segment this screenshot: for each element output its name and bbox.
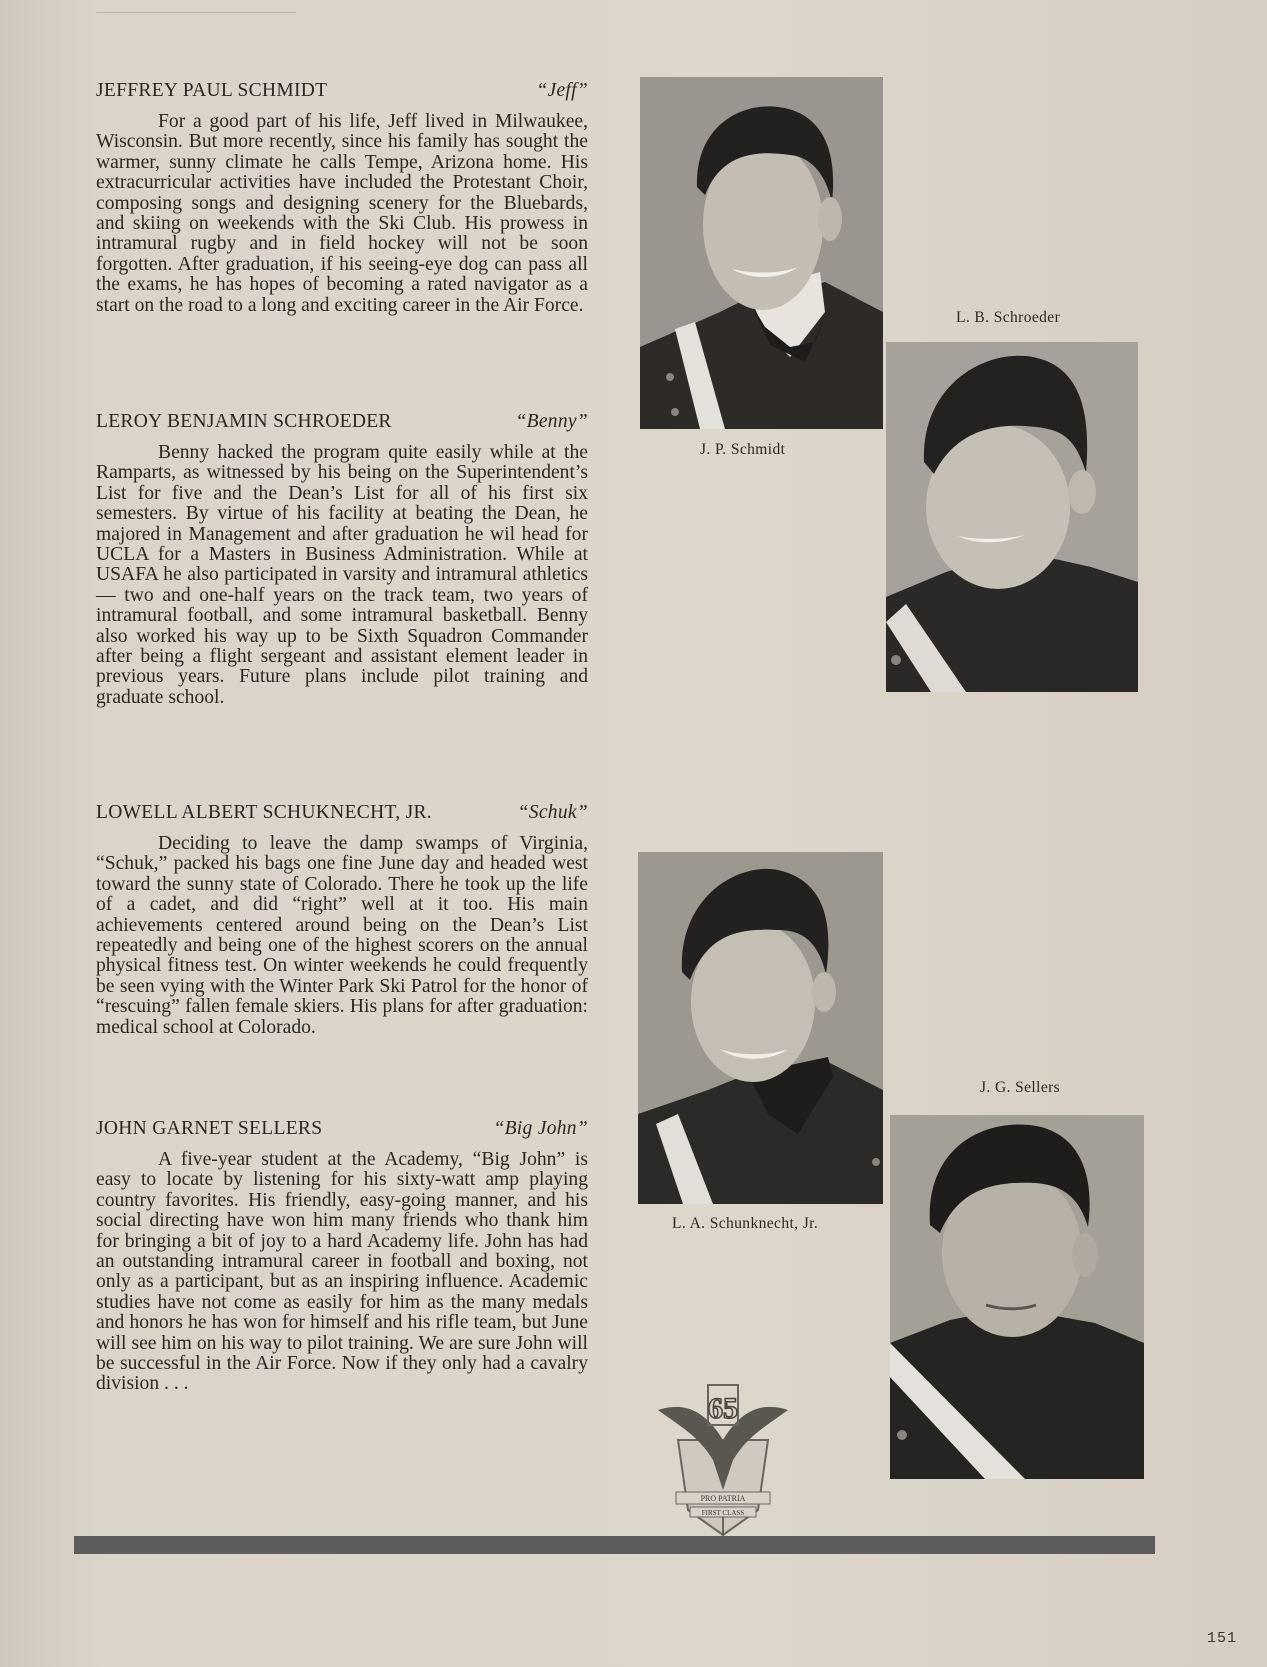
cadet-bio: For a good part of his life, Jeff lived in Milwaukee, Wisconsin. But more recently, since his family has sought the warmer, sunny climate he calls Tempe, Arizona home. His extracurricular activities have included the Protestant Choir, composing songs and designing scenery for the Bluebards, and skiing on weekends with the Ski Club. His prowess in intramural rugby and in field hockey will not be soon forgotten. After graduation, if his seeing-eye dog can pass all the exams, he has hopes of becoming a rated navigator as a start on the road to a long and exciting career in the Air Force. bbox=[96, 111, 588, 316]
cadet-name: LEROY BENJAMIN SCHROEDER bbox=[96, 411, 392, 432]
entry-sellers bbox=[96, 1118, 588, 1395]
entry-schmidt bbox=[96, 80, 588, 316]
top-rule bbox=[96, 12, 296, 13]
portrait-schmidt bbox=[640, 77, 883, 429]
caption-schuknecht: L. A. Schunknecht, Jr. bbox=[672, 1215, 819, 1232]
portrait-figure bbox=[890, 1115, 1144, 1479]
cadet-nickname: “Jeff” bbox=[536, 80, 588, 101]
portrait-schroeder bbox=[886, 342, 1138, 692]
cadet-name: JOHN GARNET SELLERS bbox=[96, 1118, 323, 1139]
entry-heading bbox=[96, 80, 588, 106]
cadet-nickname: “Schuk” bbox=[517, 802, 588, 823]
cadet-nickname: “Big John” bbox=[493, 1118, 588, 1139]
eagle-crest-icon bbox=[648, 1380, 798, 1540]
portrait-figure bbox=[640, 77, 883, 429]
entry-heading bbox=[96, 411, 588, 437]
bottom-rule bbox=[74, 1536, 1155, 1554]
crest-year: 65 bbox=[708, 1392, 738, 1425]
cadet-bio: Deciding to leave the damp swamps of Virginia, “Schuk,” packed his bags one fine June day and headed west toward the sunny state of Colorado. There he took up the life of a cadet, and did “right” well at it too. His main achievements centered around being on the Dean’s List repeatedly and being one of the highest scorers on the annual physical fitness test. On winter weekends he could frequently be seen vying with the Winter Park Ski Patrol for the honor of “rescuing” fallen female skiers. His plans for after graduation: medical school at Colorado. bbox=[96, 833, 588, 1038]
entry-heading bbox=[96, 1118, 588, 1144]
crest-label: FIRST CLASS bbox=[701, 1509, 745, 1517]
entry-schuknecht bbox=[96, 802, 588, 1038]
portrait-figure bbox=[638, 852, 883, 1204]
portrait-figure bbox=[886, 342, 1138, 692]
caption-schmidt: J. P. Schmidt bbox=[700, 441, 786, 458]
class-crest bbox=[648, 1380, 798, 1540]
crest-motto: PRO PATRIA bbox=[700, 1494, 746, 1503]
cadet-name: LOWELL ALBERT SCHUKNECHT, JR. bbox=[96, 802, 432, 823]
portrait-sellers bbox=[890, 1115, 1144, 1479]
cadet-bio: A five-year student at the Academy, “Big John” is easy to locate by listening for his sixty-watt amp playing country favorites. His friendly, easy-going manner, and his social directing have won him many friends who thank him for bringing a bit of joy to a hard Academy life. John has had an outstanding intramural career in football and boxing, not only as a participant, but as an inspiring influence. Academic studies have not come as easily for him as the many medals and honors he has won for himself and his rifle team, but June will see him on his way to pilot training. We are sure John will be successful in the Air Force. Now if they only had a cavalry division . . . bbox=[96, 1149, 588, 1395]
entry-heading bbox=[96, 802, 588, 828]
cadet-bio: Benny hacked the program quite easily while at the Ramparts, as witnessed by his being on the Superintendent’s List for five and the Dean’s List for all of his first six semesters. By virtue of his facility at beating the Dean, he majored in Management and after graduation he wil head for UCLA for a Masters in Business Administration. While at USAFA he also participated in varsity and intramural athletics — two and one-half years on the track team, two years of intramural football, and some intramural basketball. Benny also worked his way up to be Sixth Squadron Commander after being a flight sergeant and assistant element leader in previous years. Future plans include pilot training and graduate school. bbox=[96, 442, 588, 708]
cadet-nickname: “Benny” bbox=[515, 411, 588, 432]
entry-schroeder bbox=[96, 411, 588, 708]
cadet-name: JEFFREY PAUL SCHMIDT bbox=[96, 80, 328, 101]
page-number: 151 bbox=[1207, 1630, 1238, 1647]
caption-sellers: J. G. Sellers bbox=[980, 1079, 1061, 1096]
caption-schroeder: L. B. Schroeder bbox=[956, 309, 1061, 326]
portrait-schuknecht bbox=[638, 852, 883, 1204]
